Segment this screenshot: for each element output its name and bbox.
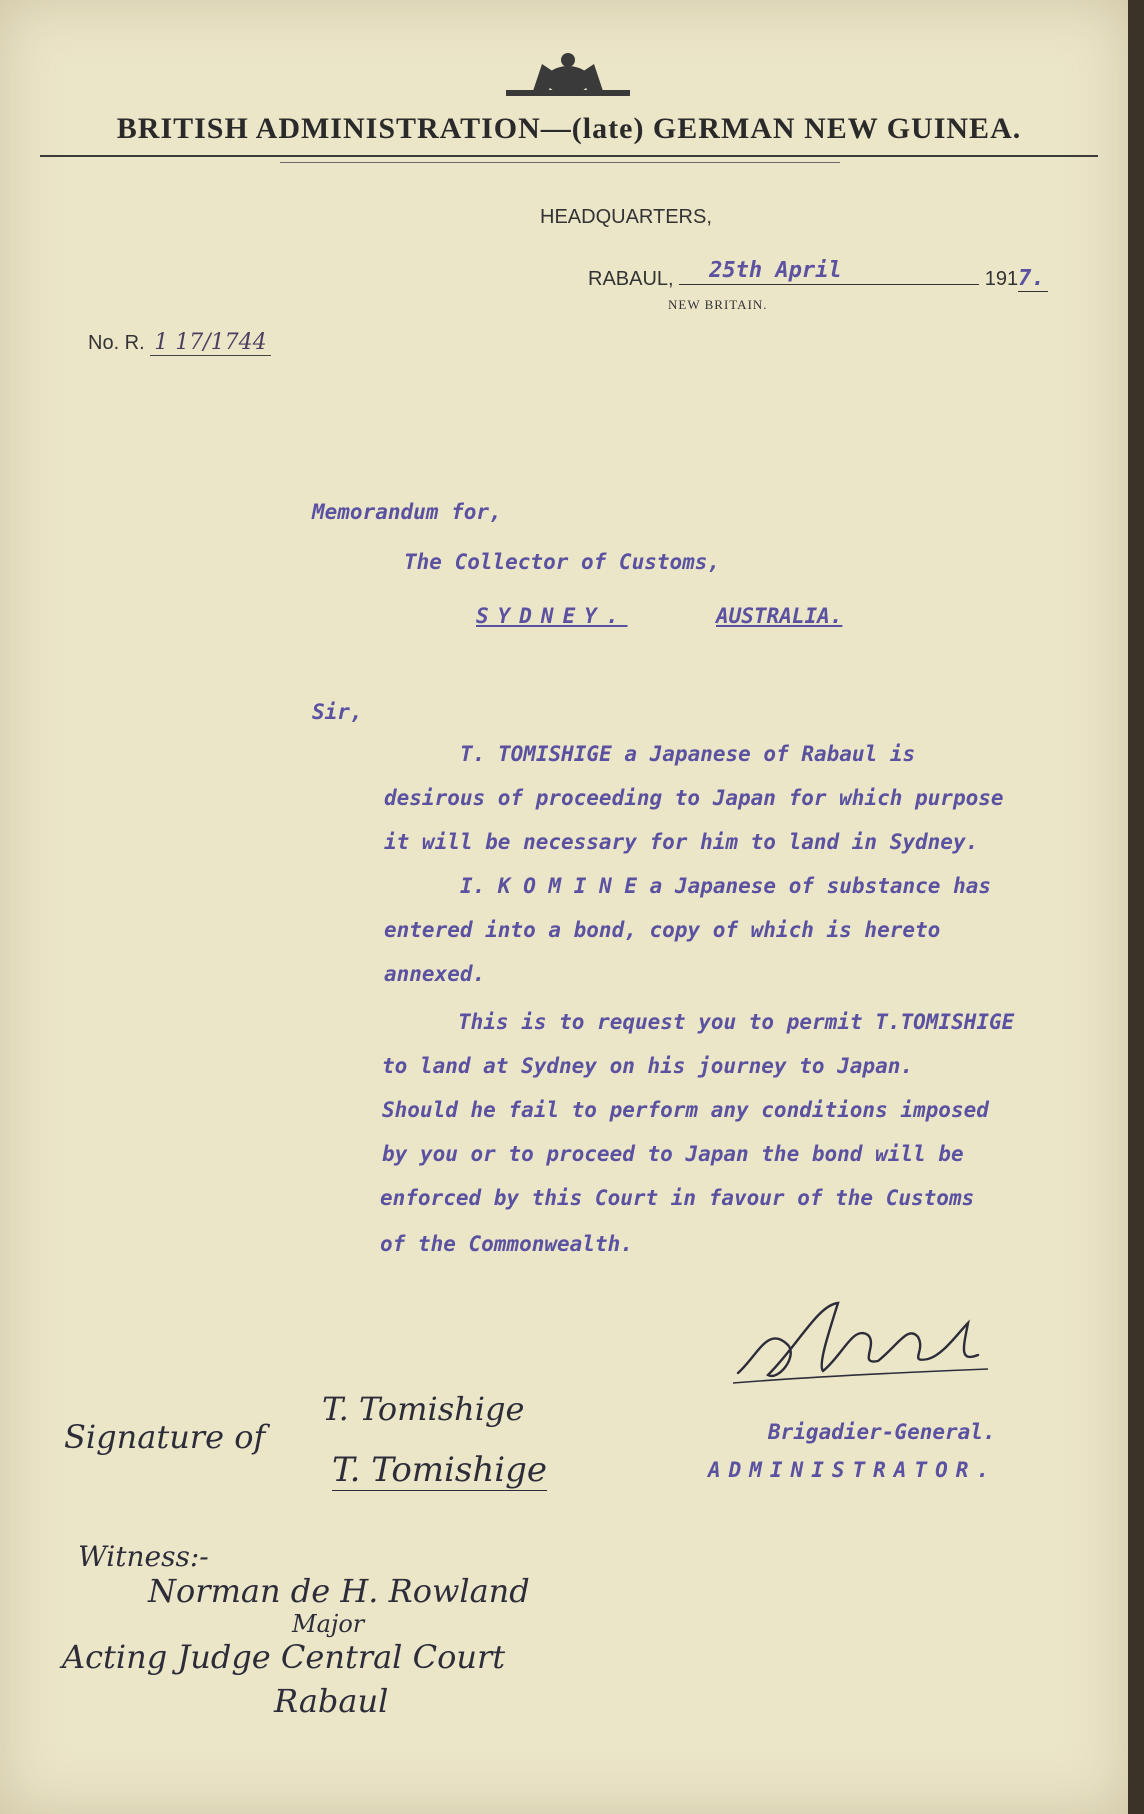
- coat-of-arms-icon: [502, 50, 634, 98]
- body-line: This is to request you to permit T.TOMISHIGE: [458, 1010, 1015, 1034]
- body-line: Should he fail to perform any conditions imposed: [382, 1098, 989, 1122]
- region-label: NEW BRITAIN.: [668, 297, 768, 312]
- signatory-title: Brigadier-General.: [768, 1420, 996, 1444]
- witness-rank: Major: [292, 1610, 365, 1638]
- paper-edge: [1128, 0, 1144, 1814]
- witness-label: Witness:-: [78, 1540, 209, 1573]
- signatory-role: ADMINISTRATOR.: [708, 1458, 998, 1482]
- witness-role: Acting Judge Central Court: [62, 1638, 506, 1676]
- handwritten-signature-name: T. Tomishige: [322, 1390, 525, 1428]
- year-suffix: 7.: [1018, 266, 1048, 292]
- year-prefix: 191: [984, 268, 1019, 290]
- letterhead-subrule: [280, 162, 840, 163]
- body-line: annexed.: [384, 962, 486, 986]
- administrator-signature: [728, 1285, 1008, 1395]
- handwritten-signature-name-2: T. Tomishige: [332, 1450, 548, 1490]
- body-line: of the Commonwealth.: [380, 1232, 633, 1256]
- date-value: 25th April: [709, 258, 842, 283]
- body-line: entered into a bond, copy of which is hereto: [384, 918, 941, 942]
- memo-heading: Memorandum for,: [312, 500, 502, 524]
- memo-country: AUSTRALIA.: [716, 604, 843, 628]
- body-line: enforced by this Court in favour of the Customs: [380, 1186, 975, 1210]
- body-line: by you or to proceed to Japan the bond will be: [382, 1142, 964, 1166]
- witness-place: Rabaul: [274, 1682, 389, 1720]
- reference-number: [88, 330, 271, 355]
- salutation: Sir,: [312, 700, 363, 724]
- ref-value: 1 17/1744: [150, 330, 270, 356]
- handwritten-signature-label: Signature of: [64, 1418, 266, 1456]
- body-line: T. TOMISHIGE a Japanese of Rabaul is: [460, 742, 916, 766]
- letterhead-rule: [40, 155, 1098, 157]
- body-line: I. K O M I N E a Japanese of substance has: [460, 874, 992, 898]
- headquarters-label: HEADQUARTERS,: [540, 206, 712, 228]
- letterhead-title: BRITISH ADMINISTRATION—(late) GERMAN NEW GUINEA.: [116, 112, 1022, 145]
- ref-label: No. R.: [88, 332, 145, 354]
- place-label: RABAUL,: [588, 268, 674, 290]
- body-line: it will be necessary for him to land in Sydney.: [384, 830, 979, 854]
- date-line: [588, 258, 1048, 292]
- body-line: to land at Sydney on his journey to Japan.: [382, 1054, 914, 1078]
- witness-name: Norman de H. Rowland: [148, 1572, 530, 1610]
- memo-city: SYDNEY.: [476, 604, 628, 628]
- date-blank: [679, 258, 979, 285]
- memo-addressee: The Collector of Customs,: [404, 550, 721, 574]
- body-line: desirous of proceeding to Japan for which purpose: [384, 786, 1004, 810]
